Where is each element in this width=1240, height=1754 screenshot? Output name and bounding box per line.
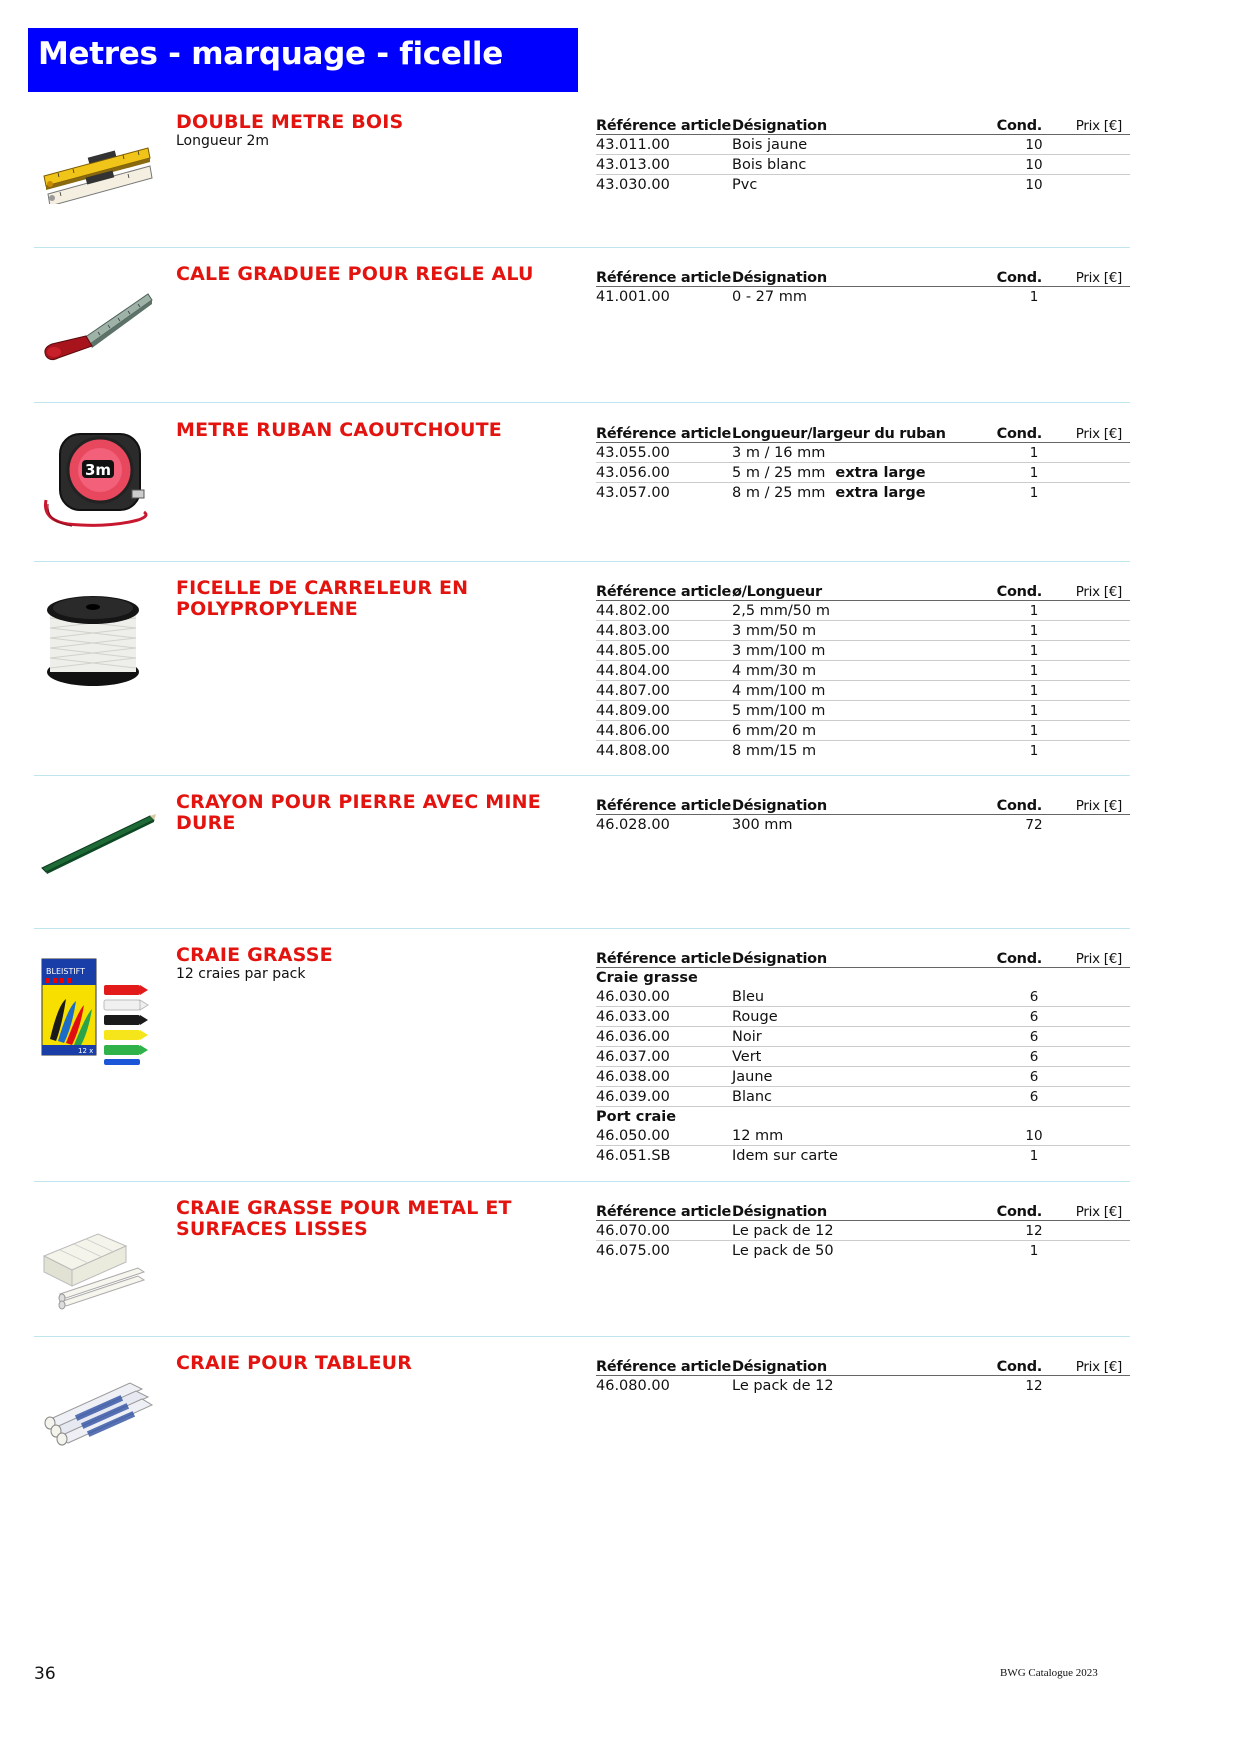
- header-cond: Cond.: [970, 266, 1050, 287]
- cell-reference: 46.033.00: [596, 1007, 732, 1027]
- cell-cond: 6: [970, 1027, 1050, 1047]
- cell-prix: [1050, 175, 1130, 195]
- section-divider: [34, 561, 1130, 562]
- cell-cond: 1: [1029, 484, 1039, 501]
- header-reference: Référence article: [596, 794, 732, 815]
- table-row: [596, 443, 1130, 463]
- table-row: [596, 483, 1130, 503]
- table-row: [596, 1007, 1130, 1027]
- cell-designation: [732, 175, 970, 195]
- cell-reference: 43.013.00: [596, 155, 732, 175]
- folding-ruler-icon: [38, 118, 158, 209]
- size-note: extra large: [835, 464, 926, 481]
- cell-cond: 1: [970, 641, 1050, 661]
- cell-prix: [1050, 1047, 1130, 1067]
- cell-reference: 46.036.00: [596, 1027, 732, 1047]
- designation-text: 8 mm/15 m: [732, 742, 817, 759]
- cell-reference: 46.075.00: [596, 1242, 670, 1259]
- cell-prix: [1050, 443, 1130, 463]
- product-title: CRAYON POUR PIERRE AVEC MINE DURE: [176, 791, 541, 834]
- cell-prix: [1050, 1241, 1130, 1261]
- cell-cond: 1: [970, 443, 1050, 463]
- page-title-banner: [28, 28, 578, 92]
- designation-text: Vert: [732, 1048, 762, 1065]
- chalk-box-icon: [38, 1210, 158, 1315]
- header-designation: Longueur/largeur du ruban: [732, 422, 970, 443]
- cell-reference: 43.011.00: [596, 135, 732, 155]
- header-cond: Cond.: [970, 947, 1050, 968]
- cell-cond: 12: [1025, 1377, 1043, 1394]
- header-prix: Prix [€]: [1050, 114, 1130, 135]
- cell-reference: 46.050.00: [596, 1126, 732, 1146]
- cell-reference: 44.809.00: [596, 701, 732, 721]
- header-reference: Référence article: [596, 947, 732, 968]
- cell-reference: 41.001.00: [596, 288, 670, 305]
- cell-cond: 1: [970, 621, 1050, 641]
- cell-cond: 10: [970, 135, 1050, 155]
- table-header-row: [596, 266, 1130, 287]
- cell-prix: [1050, 815, 1130, 835]
- cell-designation: [732, 815, 970, 835]
- designation-text: Pvc: [732, 176, 758, 193]
- svg-text:12 x: 12 x: [78, 1047, 94, 1055]
- table-row: [596, 1047, 1130, 1067]
- header-designation: Désignation: [732, 794, 970, 815]
- designation-text: 5 m / 25 mm: [732, 464, 826, 481]
- designation-text: Noir: [732, 1028, 762, 1045]
- cell-designation: [732, 741, 970, 761]
- cell-designation: [732, 155, 970, 175]
- cell-cond: 1: [970, 601, 1050, 621]
- cell-designation: [732, 661, 970, 681]
- cell-reference: 43.056.00: [596, 463, 732, 483]
- cell-designation: [732, 721, 970, 741]
- table-row: [596, 641, 1130, 661]
- product-title: CALE GRADUEE POUR REGLE ALU: [176, 263, 534, 285]
- page-title: Metres - marquage - ficelle: [38, 36, 503, 72]
- designation-text: 4 mm/30 m: [732, 662, 817, 679]
- header-reference: Référence article: [596, 266, 732, 287]
- cell-designation: [732, 1087, 970, 1107]
- cell-cond: 6: [970, 1047, 1050, 1067]
- cell-prix: [1050, 681, 1130, 701]
- header-prix: Prix [€]: [1050, 422, 1130, 443]
- cell-reference: 44.804.00: [596, 661, 732, 681]
- cell-prix: [1050, 1027, 1130, 1047]
- cell-reference: 46.051.SB: [596, 1147, 671, 1164]
- cell-designation: [732, 641, 970, 661]
- cell-reference: 46.030.00: [596, 987, 732, 1007]
- table-header-row: [596, 1200, 1130, 1221]
- designation-text: Bois blanc: [732, 156, 807, 173]
- cell-designation: [732, 1007, 970, 1027]
- cell-reference: 46.037.00: [596, 1047, 732, 1067]
- cell-designation: [732, 987, 970, 1007]
- tape-measure-icon: [38, 424, 158, 539]
- header-designation: Désignation: [732, 1200, 970, 1221]
- header-designation: ø/Longueur: [732, 580, 970, 601]
- table-row: [596, 155, 1130, 175]
- svg-text:BLEISTIFT: BLEISTIFT: [46, 967, 86, 976]
- cell-designation: [732, 1126, 970, 1146]
- designation-text: 3 m / 16 mm: [732, 444, 826, 461]
- cell-designation: [732, 483, 970, 503]
- section-divider: [34, 1181, 1130, 1182]
- header-prix: Prix [€]: [1050, 580, 1130, 601]
- designation-text: Bleu: [732, 988, 765, 1005]
- spec-table: [596, 947, 1130, 1165]
- header-prix: Prix [€]: [1050, 794, 1130, 815]
- table-row: [596, 1241, 1130, 1261]
- page-number: 36: [34, 1664, 56, 1684]
- designation-text: Bois jaune: [732, 136, 808, 153]
- cell-cond: 1: [970, 681, 1050, 701]
- cell-reference: 46.080.00: [596, 1377, 670, 1394]
- header-cond: Cond.: [970, 114, 1050, 135]
- table-header-row: [596, 422, 1130, 443]
- cell-prix: [1050, 483, 1130, 503]
- cell-cond: 1: [970, 721, 1050, 741]
- cell-designation: [732, 1047, 970, 1067]
- table-row: [596, 175, 1130, 195]
- table-row: [596, 1087, 1130, 1107]
- table-row: [596, 135, 1130, 155]
- cell-prix: [1050, 1087, 1130, 1107]
- string-spool-icon: [38, 584, 148, 699]
- cell-reference: 43.057.00: [596, 484, 670, 501]
- cell-designation: [732, 443, 970, 463]
- header-designation: Désignation: [732, 1355, 970, 1376]
- cell-cond: 1: [970, 463, 1050, 483]
- pencil-icon: [38, 810, 158, 885]
- cell-prix: [1050, 641, 1130, 661]
- group-label: Craie grasse: [596, 969, 698, 986]
- table-row: [596, 701, 1130, 721]
- cell-prix: [1050, 463, 1130, 483]
- header-cond: Cond.: [970, 794, 1050, 815]
- size-note: extra large: [835, 484, 926, 501]
- section-divider: [34, 775, 1130, 776]
- cell-prix: [1050, 701, 1130, 721]
- header-cond: Cond.: [970, 1355, 1050, 1376]
- cell-designation: [732, 287, 970, 307]
- designation-text: Le pack de 12: [732, 1222, 834, 1239]
- table-row: [596, 1376, 1130, 1396]
- cell-designation: [732, 1027, 970, 1047]
- svg-text:3m: 3m: [84, 461, 112, 479]
- cell-cond: 12: [970, 1221, 1050, 1241]
- cell-prix: [1050, 661, 1130, 681]
- table-row: [596, 287, 1130, 307]
- cell-prix: [1050, 601, 1130, 621]
- cell-cond: 1: [970, 701, 1050, 721]
- cell-designation: [732, 1221, 970, 1241]
- product-title: METRE RUBAN CAOUTCHOUTE: [176, 419, 502, 441]
- designation-text: Le pack de 50: [732, 1242, 834, 1259]
- table-row: [596, 661, 1130, 681]
- table-header-row: [596, 794, 1130, 815]
- cell-prix: [1050, 155, 1130, 175]
- designation-text: 3 mm/50 m: [732, 622, 817, 639]
- cell-prix: [1050, 1376, 1130, 1396]
- designation-text: 8 m / 25 mm: [732, 484, 826, 501]
- product-title: FICELLE DE CARRELEUR EN POLYPROPYLENE: [176, 577, 469, 620]
- header-reference: Référence article: [596, 1200, 732, 1221]
- designation-text: 2,5 mm/50 m: [732, 602, 830, 619]
- cell-reference: 46.070.00: [596, 1221, 732, 1241]
- table-row: [596, 601, 1130, 621]
- section-divider: [34, 928, 1130, 929]
- designation-text: Le pack de 12: [732, 1377, 834, 1394]
- cell-cond: 6: [970, 1067, 1050, 1087]
- designation-text: 300 mm: [732, 816, 793, 833]
- catalogue-name: BWG Catalogue 2023: [1000, 1667, 1098, 1679]
- cell-reference: 43.055.00: [596, 443, 732, 463]
- header-prix: Prix [€]: [1050, 947, 1130, 968]
- table-header-row: [596, 114, 1130, 135]
- spec-table: [596, 580, 1130, 760]
- table-header-row: [596, 947, 1130, 968]
- header-reference: Référence article: [596, 422, 732, 443]
- spec-table: [596, 794, 1130, 834]
- cell-designation: [732, 1376, 970, 1396]
- cell-prix: [1050, 1007, 1130, 1027]
- cell-prix: [1050, 741, 1130, 761]
- header-designation: Désignation: [732, 947, 970, 968]
- cell-prix: [1050, 1126, 1130, 1146]
- cell-cond: 1: [1029, 288, 1039, 305]
- header-reference: Référence article: [596, 580, 732, 601]
- product-subtitle: 12 craies par pack: [176, 966, 306, 982]
- cell-cond: 6: [970, 1087, 1050, 1107]
- cell-reference: 44.806.00: [596, 721, 732, 741]
- table-row: [596, 1221, 1130, 1241]
- product-subtitle: Longueur 2m: [176, 133, 269, 149]
- designation-text: Blanc: [732, 1088, 773, 1105]
- cell-cond: 1: [1029, 1242, 1039, 1259]
- table-row: [596, 721, 1130, 741]
- designation-text: 5 mm/100 m: [732, 702, 826, 719]
- cell-designation: [732, 135, 970, 155]
- chalk-sticks-icon: [38, 1363, 158, 1458]
- cell-cond: 1: [1029, 742, 1039, 759]
- table-row: [596, 681, 1130, 701]
- cell-reference: 46.038.00: [596, 1067, 732, 1087]
- table-group-row: [596, 1107, 1130, 1127]
- graduated-wedge-icon: [38, 286, 158, 371]
- cell-prix: [1050, 1146, 1130, 1166]
- header-cond: Cond.: [970, 580, 1050, 601]
- section-divider: [34, 402, 1130, 403]
- cell-cond: 1: [970, 661, 1050, 681]
- table-row: [596, 987, 1130, 1007]
- spec-table: [596, 114, 1130, 194]
- cell-cond: 10: [970, 155, 1050, 175]
- product-title: CRAIE GRASSE: [176, 944, 333, 966]
- cell-designation: [732, 1146, 970, 1166]
- cell-designation: [732, 601, 970, 621]
- designation-text: Idem sur carte: [732, 1147, 838, 1164]
- header-cond: Cond.: [970, 1200, 1050, 1221]
- spec-table: [596, 1355, 1130, 1395]
- cell-designation: [732, 621, 970, 641]
- cell-cond: 6: [970, 1007, 1050, 1027]
- cell-reference: 46.028.00: [596, 816, 670, 833]
- cell-cond: 1: [1029, 1147, 1039, 1164]
- header-prix: Prix [€]: [1050, 1355, 1130, 1376]
- product-title: CRAIE POUR TABLEUR: [176, 1352, 413, 1374]
- cell-cond: 10: [1025, 176, 1043, 193]
- designation-text: 3 mm/100 m: [732, 642, 826, 659]
- cell-reference: 44.802.00: [596, 601, 732, 621]
- spec-table: [596, 422, 1130, 502]
- table-row: [596, 1027, 1130, 1047]
- cell-prix: [1050, 987, 1130, 1007]
- cell-designation: [732, 1241, 970, 1261]
- cell-cond: 6: [970, 987, 1050, 1007]
- cell-cond: 10: [970, 1126, 1050, 1146]
- cell-prix: [1050, 721, 1130, 741]
- designation-text: 6 mm/20 m: [732, 722, 817, 739]
- table-row: [596, 463, 1130, 483]
- header-prix: Prix [€]: [1050, 1200, 1130, 1221]
- crayon-pack-icon: [38, 955, 158, 1070]
- spec-table: [596, 266, 1130, 306]
- header-designation: Désignation: [732, 266, 970, 287]
- cell-prix: [1050, 1221, 1130, 1241]
- table-row: [596, 741, 1130, 761]
- table-row: [596, 1067, 1130, 1087]
- designation-text: 0 - 27 mm: [732, 288, 807, 305]
- cell-designation: [732, 681, 970, 701]
- cell-reference: 43.030.00: [596, 176, 670, 193]
- header-reference: Référence article: [596, 114, 732, 135]
- product-title: DOUBLE METRE BOIS: [176, 111, 404, 133]
- designation-text: 4 mm/100 m: [732, 682, 826, 699]
- header-cond: Cond.: [970, 422, 1050, 443]
- table-header-row: [596, 580, 1130, 601]
- section-divider: [34, 247, 1130, 248]
- cell-reference: 44.808.00: [596, 742, 670, 759]
- cell-prix: [1050, 287, 1130, 307]
- header-designation: Désignation: [732, 114, 970, 135]
- table-row: [596, 815, 1130, 835]
- table-row: [596, 1126, 1130, 1146]
- table-group-row: [596, 968, 1130, 988]
- cell-prix: [1050, 1067, 1130, 1087]
- cell-prix: [1050, 621, 1130, 641]
- cell-reference: 46.039.00: [596, 1087, 732, 1107]
- header-prix: Prix [€]: [1050, 266, 1130, 287]
- designation-text: Jaune: [732, 1068, 773, 1085]
- spec-table: [596, 1200, 1130, 1260]
- table-row: [596, 1146, 1130, 1166]
- group-label: Port craie: [596, 1108, 677, 1125]
- section-divider: [34, 1336, 1130, 1337]
- designation-text: 12 mm: [732, 1127, 784, 1144]
- cell-designation: [732, 463, 970, 483]
- cell-reference: 44.807.00: [596, 681, 732, 701]
- cell-designation: [732, 701, 970, 721]
- table-row: [596, 621, 1130, 641]
- cell-designation: [732, 1067, 970, 1087]
- cell-cond: 72: [1025, 816, 1043, 833]
- cell-prix: [1050, 135, 1130, 155]
- cell-reference: 44.803.00: [596, 621, 732, 641]
- designation-text: Rouge: [732, 1008, 778, 1025]
- product-title: CRAIE GRASSE POUR METAL ET SURFACES LISSES: [176, 1197, 512, 1240]
- cell-reference: 44.805.00: [596, 641, 732, 661]
- table-header-row: [596, 1355, 1130, 1376]
- header-reference: Référence article: [596, 1355, 732, 1376]
